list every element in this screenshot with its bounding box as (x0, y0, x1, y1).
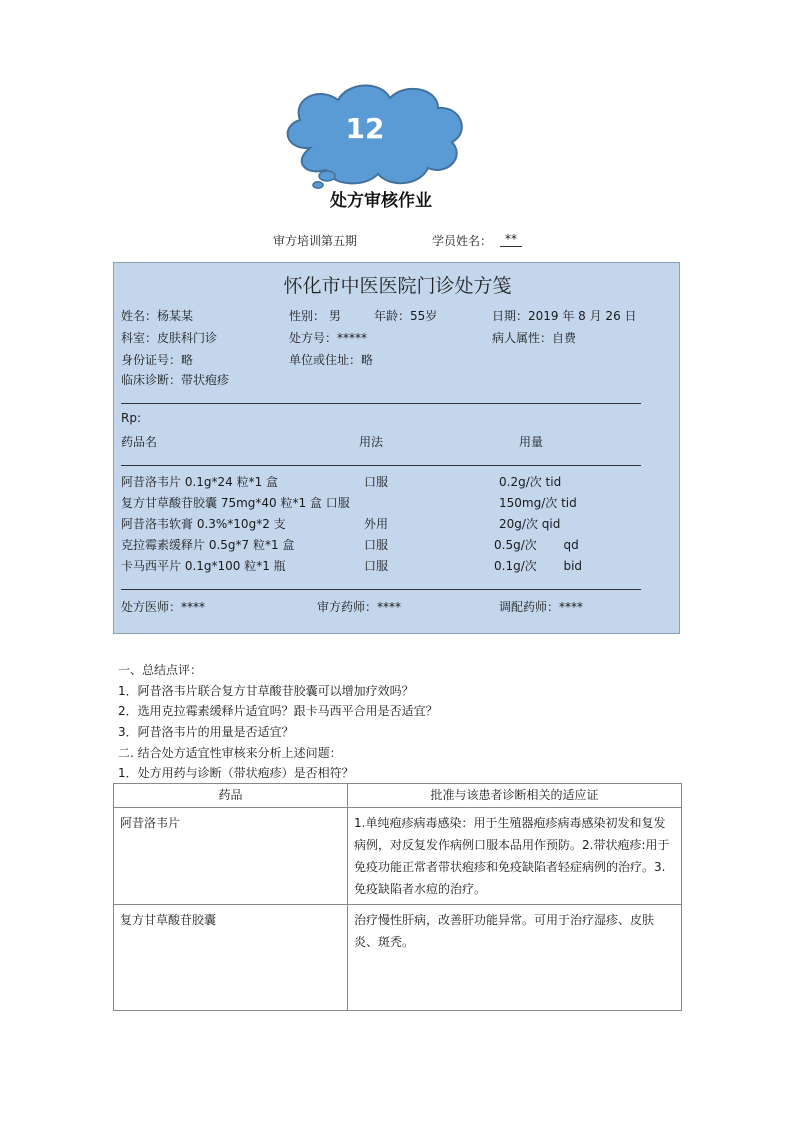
drug-row-usage: 外用 (364, 517, 389, 531)
col-drug-header: 药品名 (121, 435, 158, 449)
id-number: 身份证号：略 (121, 353, 194, 367)
drug-row-name: 卡马西平片 0.1g*100 粒*1 瓶 (121, 559, 286, 573)
divider (121, 403, 641, 404)
drug-row-usage: 口服 (364, 538, 389, 552)
table-header-row (114, 784, 682, 808)
rx-date: 日期：2019 年 8 月 26 日 (492, 309, 637, 323)
drug-row-dose: 150mg/次 tid (499, 496, 577, 510)
student-name-value: ** (500, 232, 522, 247)
table-cell-indication: 1.单纯疱疹病毒感染：用于生殖器疱疹病毒感染初发和复发病例，对反复发作病例口服本品用作预防。2.带状疱疹:用于免疫功能正常者带状疱疹和免疫缺陷者轻症病例的治疗。3.免疫缺陷者水痘的治疗。 (348, 808, 682, 905)
patient-type: 病人属性：自费 (492, 331, 577, 345)
patient-gender: 性别： 男 (289, 309, 341, 323)
section-heading: 二. 结合处方适宜性审核来分析上述问题： (118, 746, 342, 760)
section-heading: 一、总结点评： (118, 663, 203, 677)
drug-row-dose: 20g/次 qid (499, 517, 561, 531)
drug-row-name: 阿昔洛韦片 0.1g*24 粒*1 盒 (121, 475, 279, 489)
prescribing-doctor: 处方医师：**** (121, 600, 206, 614)
question-item: 2．选用克拉霉素缓释片适宜吗？跟卡马西平合用是否适宜？ (118, 704, 438, 718)
table-cell-drug: 阿昔洛韦片 (114, 808, 348, 905)
drug-row-dose: 0.5g/次 qd (494, 538, 579, 552)
patient-age: 年龄：55岁 (374, 309, 438, 323)
badge-number: 12 (345, 112, 385, 145)
drug-row-usage: 口服 (364, 475, 389, 489)
question-item: 1．阿昔洛韦片联合复方甘草酸苷胶囊可以增加疗效吗？ (118, 684, 414, 698)
drug-row-dose: 0.1g/次 bid (494, 559, 583, 573)
diagnosis: 临床诊断：带状疱疹 (121, 373, 230, 387)
page-title: 处方审核作业 (330, 191, 432, 211)
rx-number: 处方号：***** (289, 331, 368, 345)
student-name-label: 学员姓名： (432, 234, 493, 248)
hospital-title: 怀化市中医医院门诊处方笺 (283, 275, 512, 297)
drug-row-name: 阿昔洛韦软膏 0.3%*10g*2 支 (121, 517, 286, 531)
indication-table (113, 783, 682, 1011)
table-row (114, 808, 682, 905)
question-item: 3．阿昔洛韦片的用量是否适宜？ (118, 725, 294, 739)
divider (121, 589, 641, 590)
reviewing-pharmacist: 审方药师：**** (317, 600, 402, 614)
table-cell-indication: 治疗慢性肝病，改善肝功能异常。可用于治疗湿疹、皮肤炎、斑秃。 (348, 905, 682, 1011)
prescription-box (113, 262, 680, 634)
patient-name: 姓名：杨某某 (121, 309, 194, 323)
session-label: 审方培训第五期 (273, 234, 358, 248)
table-header-drug: 药品 (114, 784, 348, 808)
drug-row-usage: 口服 (364, 559, 389, 573)
sub-question: 1．处方用药与诊断（带状疱疹）是否相符？ (118, 766, 354, 780)
col-usage-header: 用法 (359, 435, 384, 449)
drug-row-name: 克拉霉素缓释片 0.5g*7 粒*1 盒 (121, 538, 295, 552)
col-dose-header: 用量 (519, 435, 544, 449)
drug-row-dose: 0.2g/次 tid (499, 475, 562, 489)
table-row (114, 905, 682, 1011)
table-cell-drug: 复方甘草酸苷胶囊 (114, 905, 348, 1011)
dispensing-pharmacist: 调配药师：**** (499, 600, 584, 614)
divider (121, 465, 641, 466)
table-header-indication: 批准与该患者诊断相关的适应证 (348, 784, 682, 808)
drug-row-name: 复方甘草酸苷胶囊 75mg*40 粒*1 盒 口服 (121, 496, 350, 510)
rp-label: Rp: (121, 411, 141, 425)
address: 单位或住址：略 (289, 353, 374, 367)
department: 科室：皮肤科门诊 (121, 331, 218, 345)
